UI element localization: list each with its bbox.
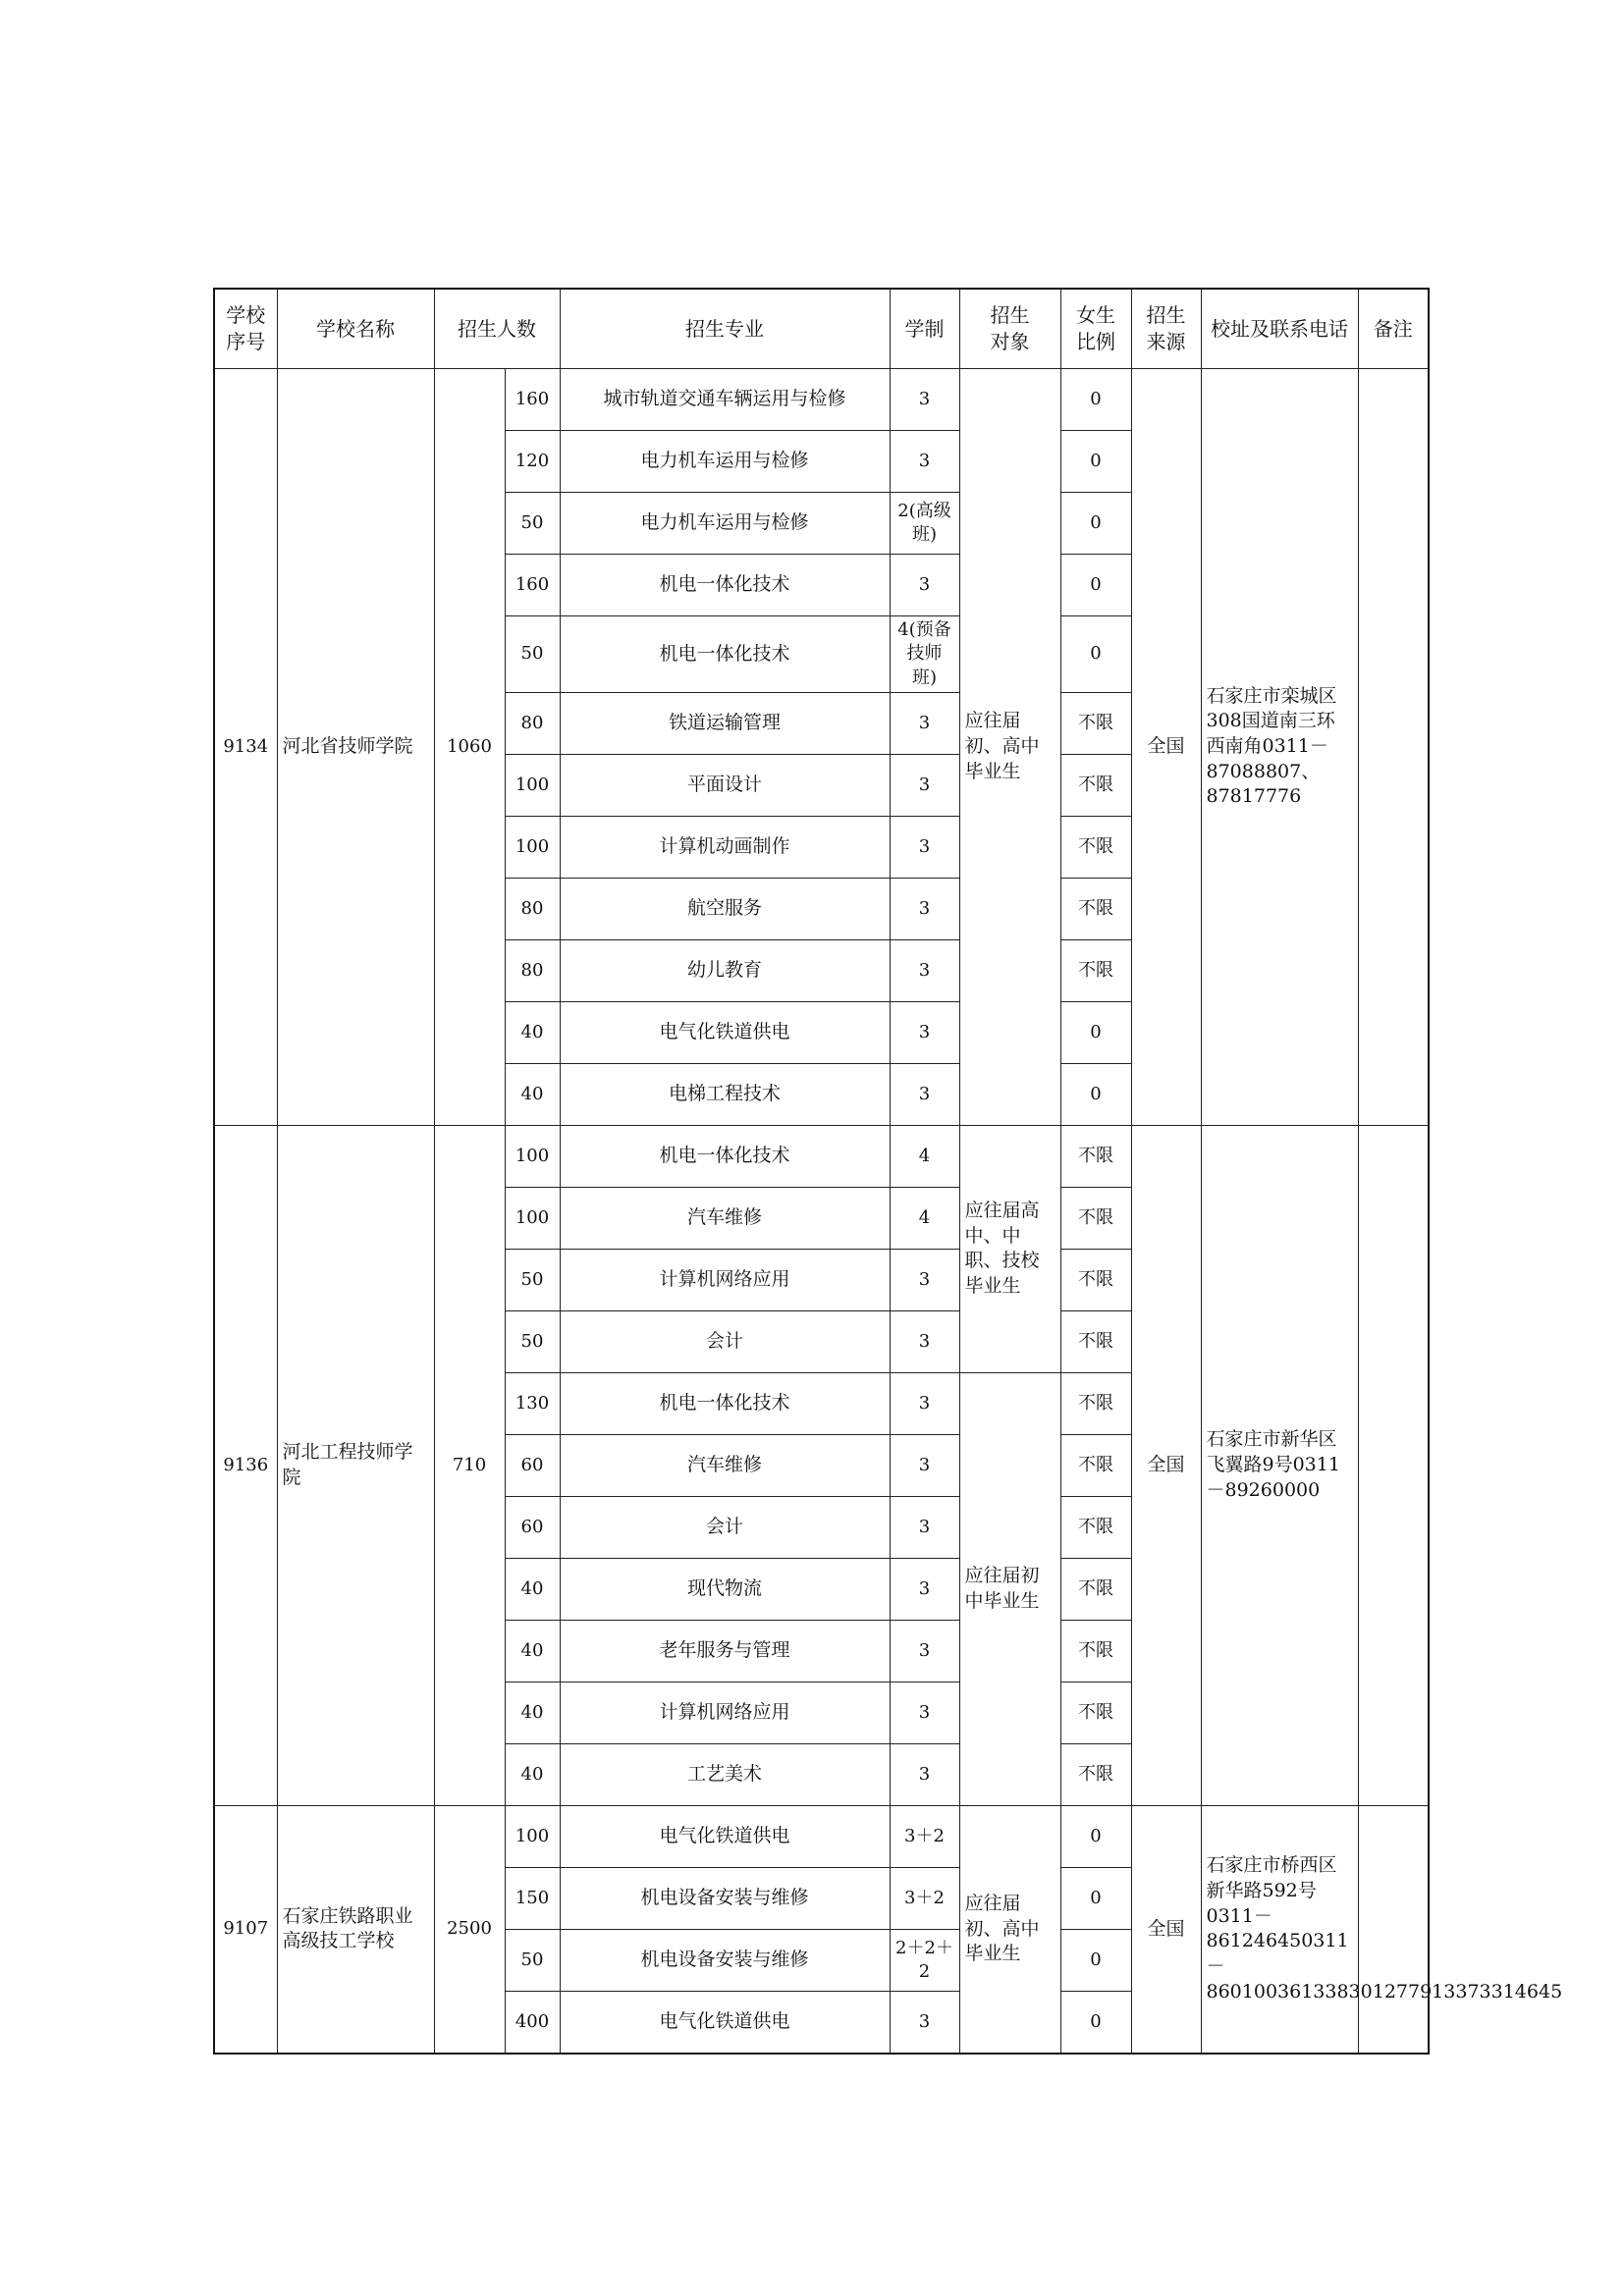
enroll-source: 全国 (1131, 1805, 1201, 2054)
major-years: 3 (890, 1743, 959, 1805)
major-years: 3 (890, 1249, 959, 1310)
female-ratio: 0 (1060, 1001, 1131, 1063)
major-years: 3 (890, 555, 959, 616)
major-years: 3 (890, 369, 959, 431)
female-ratio: 不限 (1060, 1620, 1131, 1682)
female-ratio: 不限 (1060, 1682, 1131, 1743)
major-years: 3＋2 (890, 1805, 959, 1867)
major-count: 40 (505, 1682, 560, 1743)
school-remark (1358, 1805, 1429, 2054)
female-ratio: 0 (1060, 1867, 1131, 1929)
major-years: 3 (890, 816, 959, 878)
header-major: 招生专业 (560, 289, 890, 369)
major-name: 电气化铁道供电 (560, 1991, 890, 2054)
school-address: 石家庄市新华区飞翼路9号0311－89260000 (1201, 1125, 1358, 1805)
female-ratio: 不限 (1060, 1558, 1131, 1620)
enroll-source: 全国 (1131, 369, 1201, 1126)
major-count: 160 (505, 369, 560, 431)
enroll-target: 应往届初中毕业生 (959, 1372, 1060, 1805)
female-ratio: 0 (1060, 1063, 1131, 1125)
major-years: 3 (890, 1496, 959, 1558)
major-years: 3 (890, 1372, 959, 1434)
major-name: 机电设备安装与维修 (560, 1929, 890, 1991)
major-years: 2＋2＋2 (890, 1929, 959, 1991)
header-row (214, 289, 1429, 369)
major-count: 60 (505, 1434, 560, 1496)
table-body (214, 369, 1563, 2054)
major-years: 3 (890, 1310, 959, 1372)
major-name: 电气化铁道供电 (560, 1805, 890, 1867)
major-name: 汽车维修 (560, 1434, 890, 1496)
major-name: 会计 (560, 1310, 890, 1372)
school-name: 河北省技师学院 (277, 369, 434, 1126)
major-years: 4 (890, 1187, 959, 1249)
table-row (214, 1125, 1429, 1187)
major-count: 40 (505, 1558, 560, 1620)
female-ratio: 不限 (1060, 1372, 1131, 1434)
female-ratio: 0 (1060, 1991, 1131, 2054)
major-count: 150 (505, 1867, 560, 1929)
major-years: 2(高级班) (890, 493, 959, 555)
major-count: 160 (505, 555, 560, 616)
school-remark (1358, 369, 1429, 1126)
major-count: 80 (505, 878, 560, 939)
major-name: 电力机车运用与检修 (560, 493, 890, 555)
female-ratio: 0 (1060, 1929, 1131, 1991)
major-count: 130 (505, 1372, 560, 1434)
header-remark: 备注 (1358, 289, 1429, 369)
major-name: 铁道运输管理 (560, 692, 890, 754)
major-name: 城市轨道交通车辆运用与检修 (560, 369, 890, 431)
female-ratio: 不限 (1060, 816, 1131, 878)
enroll-target: 应往届初、高中毕业生 (959, 1805, 1060, 2054)
female-ratio: 0 (1060, 431, 1131, 493)
major-name: 会计 (560, 1496, 890, 1558)
major-count: 40 (505, 1001, 560, 1063)
major-years: 3 (890, 1063, 959, 1125)
school-total: 1060 (434, 369, 505, 1126)
major-count: 50 (505, 1929, 560, 1991)
major-name: 电梯工程技术 (560, 1063, 890, 1125)
header-count: 招生人数 (434, 289, 560, 369)
major-count: 400 (505, 1991, 560, 2054)
major-name: 计算机动画制作 (560, 816, 890, 878)
female-ratio: 不限 (1060, 1310, 1131, 1372)
major-years: 4(预备技师班) (890, 616, 959, 693)
header-source: 招生 来源 (1131, 289, 1201, 369)
major-years: 3 (890, 431, 959, 493)
school-remark (1358, 1125, 1429, 1805)
school-address: 石家庄市栾城区308国道南三环西南角0311－87088807、87817776 (1201, 369, 1358, 1126)
major-years: 3 (890, 1434, 959, 1496)
school-name: 河北工程技师学院 (277, 1125, 434, 1805)
major-count: 60 (505, 1496, 560, 1558)
major-name: 工艺美术 (560, 1743, 890, 1805)
female-ratio: 0 (1060, 555, 1131, 616)
major-name: 计算机网络应用 (560, 1682, 890, 1743)
major-count: 40 (505, 1620, 560, 1682)
major-count: 120 (505, 431, 560, 493)
major-years: 3 (890, 1682, 959, 1743)
header-years: 学制 (890, 289, 959, 369)
school-address: 石家庄市桥西区新华路592号0311－861246450311－860100361338301277913373314645 (1201, 1805, 1358, 2054)
major-name: 航空服务 (560, 878, 890, 939)
major-years: 3＋2 (890, 1867, 959, 1929)
major-count: 100 (505, 816, 560, 878)
enroll-target: 应往届初、高中毕业生 (959, 369, 1060, 1126)
female-ratio: 不限 (1060, 939, 1131, 1001)
major-count: 50 (505, 493, 560, 555)
female-ratio: 0 (1060, 369, 1131, 431)
major-name: 平面设计 (560, 754, 890, 816)
major-years: 3 (890, 692, 959, 754)
major-name: 机电一体化技术 (560, 616, 890, 693)
major-name: 老年服务与管理 (560, 1620, 890, 1682)
enroll-target: 应往届高中、中职、技校毕业生 (959, 1125, 1060, 1372)
major-count: 100 (505, 1805, 560, 1867)
female-ratio: 不限 (1060, 754, 1131, 816)
major-years: 3 (890, 1620, 959, 1682)
major-years: 3 (890, 1001, 959, 1063)
major-name: 现代物流 (560, 1558, 890, 1620)
school-seq: 9136 (214, 1125, 277, 1805)
header-female: 女生 比例 (1060, 289, 1131, 369)
table-row (214, 369, 1429, 431)
major-count: 40 (505, 1743, 560, 1805)
female-ratio: 不限 (1060, 1496, 1131, 1558)
major-name: 汽车维修 (560, 1187, 890, 1249)
major-years: 3 (890, 939, 959, 1001)
header-seq: 学校 序号 (214, 289, 277, 369)
header-target: 招生 对象 (959, 289, 1060, 369)
school-seq: 9107 (214, 1805, 277, 2054)
major-name: 机电设备安装与维修 (560, 1867, 890, 1929)
major-count: 100 (505, 1187, 560, 1249)
major-count: 100 (505, 754, 560, 816)
enroll-source: 全国 (1131, 1125, 1201, 1805)
female-ratio: 不限 (1060, 692, 1131, 754)
school-total: 2500 (434, 1805, 505, 2054)
school-seq: 9134 (214, 369, 277, 1126)
school-name: 石家庄铁路职业高级技工学校 (277, 1805, 434, 2054)
major-name: 幼儿教育 (560, 939, 890, 1001)
female-ratio: 不限 (1060, 1249, 1131, 1310)
major-years: 3 (890, 1558, 959, 1620)
school-total: 710 (434, 1125, 505, 1805)
major-years: 3 (890, 754, 959, 816)
female-ratio: 不限 (1060, 1434, 1131, 1496)
major-count: 50 (505, 1249, 560, 1310)
major-name: 计算机网络应用 (560, 1249, 890, 1310)
major-count: 50 (505, 1310, 560, 1372)
major-years: 3 (890, 878, 959, 939)
major-count: 40 (505, 1063, 560, 1125)
female-ratio: 不限 (1060, 1125, 1131, 1187)
female-ratio: 不限 (1060, 1187, 1131, 1249)
major-years: 3 (890, 1991, 959, 2054)
female-ratio: 0 (1060, 1805, 1131, 1867)
female-ratio: 0 (1060, 616, 1131, 693)
major-count: 80 (505, 692, 560, 754)
major-name: 机电一体化技术 (560, 1372, 890, 1434)
header-address: 校址及联系电话 (1201, 289, 1358, 369)
female-ratio: 0 (1060, 493, 1131, 555)
major-count: 50 (505, 616, 560, 693)
female-ratio: 不限 (1060, 1743, 1131, 1805)
major-name: 电气化铁道供电 (560, 1001, 890, 1063)
admission-table (213, 288, 1563, 2055)
major-count: 80 (505, 939, 560, 1001)
major-name: 机电一体化技术 (560, 1125, 890, 1187)
major-name: 机电一体化技术 (560, 555, 890, 616)
major-years: 4 (890, 1125, 959, 1187)
major-count: 100 (505, 1125, 560, 1187)
table-row (214, 1805, 1429, 1867)
header-name: 学校名称 (277, 289, 434, 369)
major-name: 电力机车运用与检修 (560, 431, 890, 493)
female-ratio: 不限 (1060, 878, 1131, 939)
